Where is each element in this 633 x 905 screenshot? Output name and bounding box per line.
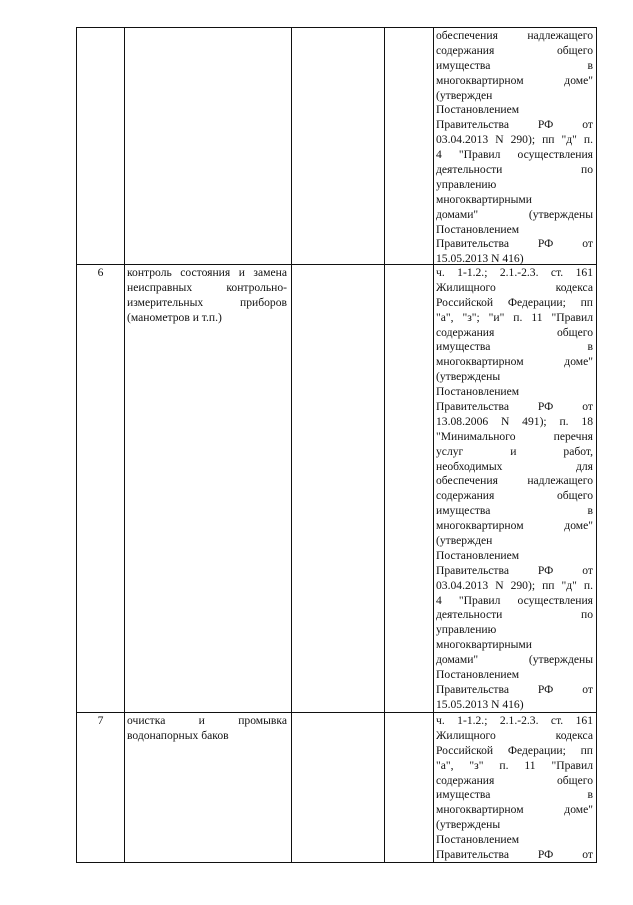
- table-border-top: [76, 27, 596, 28]
- reference-line: 15.05.2013 N 416): [436, 252, 524, 266]
- reference-line: 4 "Правил осуществления: [436, 593, 593, 607]
- reference-line: 03.04.2013 N 290); пп "д" п.: [436, 578, 593, 592]
- reference-line: многоквартирными: [436, 638, 532, 652]
- reference-line: многоквартирными: [436, 192, 532, 206]
- reference-line: многоквартирном доме": [436, 519, 593, 533]
- reference-line: Жилищного кодекса: [436, 280, 593, 294]
- reference-line: "Минимального перечня: [436, 429, 593, 443]
- reference-line: содержания общего: [436, 773, 593, 787]
- reference-line: обеспечения надлежащего: [436, 29, 593, 42]
- reference-line: содержания общего: [436, 43, 593, 57]
- reference-line: многоквартирном доме": [436, 803, 593, 817]
- reference-line: имущества в: [436, 340, 593, 354]
- work-description: очистка и промывка водонапорных баков: [127, 714, 287, 742]
- legal-reference: [436, 714, 593, 863]
- reference-line: имущества в: [436, 504, 593, 518]
- table-column-divider: [384, 27, 385, 863]
- reference-line: Российской Федерации; пп: [436, 743, 593, 757]
- reference-line: Постановлением: [436, 103, 520, 117]
- reference-line: управлению: [436, 177, 497, 191]
- reference-line: содержания общего: [436, 489, 593, 503]
- reference-line: необходимых для: [436, 459, 593, 473]
- reference-line: имущества в: [436, 58, 593, 72]
- reference-line: 4 "Правил осуществления: [436, 148, 593, 162]
- reference-line: (утвержден: [436, 534, 493, 548]
- reference-line: Правительства РФ от: [436, 848, 593, 862]
- reference-line: деятельности по: [436, 608, 593, 622]
- legal-reference: [436, 29, 593, 267]
- table-column-divider: [124, 27, 125, 863]
- reference-line: ч. 1-1.2.; 2.1.-2.3. ст. 161: [436, 266, 593, 279]
- reference-line: обеспечения надлежащего: [436, 474, 593, 488]
- reference-line: Постановлением: [436, 833, 520, 847]
- reference-line: "а", "з"; "и" п. 11 "Правил: [436, 310, 593, 324]
- reference-line: Российской Федерации; пп: [436, 295, 593, 309]
- reference-line: (утверждены: [436, 370, 501, 384]
- reference-line: Постановлением: [436, 548, 520, 562]
- reference-line: (утверждены: [436, 818, 501, 832]
- reference-line: имущества в: [436, 788, 593, 802]
- reference-line: Жилищного кодекса: [436, 728, 593, 742]
- reference-line: 13.08.2006 N 491); п. 18: [436, 414, 593, 428]
- legal-reference: [436, 266, 593, 713]
- work-description: контроль состояния и замена неисправных контрольно-измерительных приборов (манометров и т.п.): [127, 266, 287, 324]
- reference-line: многоквартирном доме": [436, 355, 593, 369]
- table-border-right: [596, 27, 597, 863]
- table-column-divider: [291, 27, 292, 863]
- reference-line: Правительства РФ от: [436, 237, 593, 251]
- reference-line: домами" (утверждены: [436, 207, 593, 221]
- row-number: 7: [97, 714, 104, 727]
- reference-line: "а", "з" п. 11 "Правил: [436, 758, 593, 772]
- table-border-left: [76, 27, 77, 863]
- reference-line: Правительства РФ от: [436, 563, 593, 577]
- reference-line: домами" (утверждены: [436, 653, 593, 667]
- reference-line: (утвержден: [436, 88, 493, 102]
- table-column-divider: [433, 27, 434, 863]
- reference-line: 03.04.2013 N 290); пп "д" п.: [436, 133, 593, 147]
- reference-line: многоквартирном доме": [436, 73, 593, 87]
- reference-line: ч. 1-1.2.; 2.1.-2.3. ст. 161: [436, 714, 593, 727]
- reference-line: Правительства РФ от: [436, 682, 593, 696]
- reference-line: 15.05.2013 N 416): [436, 697, 524, 711]
- reference-line: Постановлением: [436, 385, 520, 399]
- reference-line: управлению: [436, 623, 497, 637]
- reference-line: содержания общего: [436, 325, 593, 339]
- reference-line: Постановлением: [436, 668, 520, 682]
- reference-line: деятельности по: [436, 163, 593, 177]
- reference-line: услуг и работ,: [436, 444, 593, 458]
- reference-line: Постановлением: [436, 222, 520, 236]
- row-number: 6: [97, 266, 104, 279]
- reference-line: Правительства РФ от: [436, 118, 593, 132]
- reference-line: Правительства РФ от: [436, 400, 593, 414]
